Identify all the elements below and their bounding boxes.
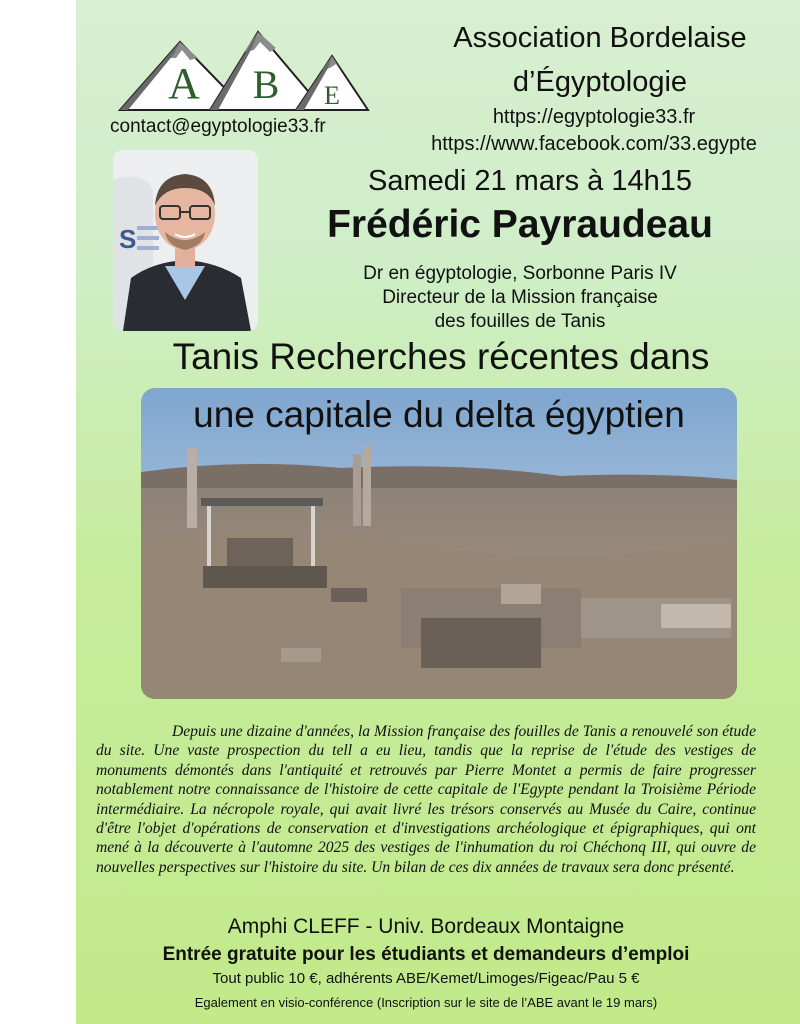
- links-block: [404, 104, 784, 158]
- credential-line: Dr en égyptologie, Sorbonne Paris IV: [363, 263, 677, 284]
- venue: Amphi CLEFF - Univ. Bordeaux Montaigne: [227, 915, 625, 938]
- obelisk: [363, 446, 371, 526]
- obelisk: [353, 454, 361, 526]
- lecture-description: Depuis une dizaine d'années, la Mission française des fouilles de Tanis a renouvelé son étude du site. Une vaste prospection du tell a eu lieu, tandis que la reprise de l'étude des vestiges de monuments démontés dans l'antiquité et retrouvés par Pierre Montet a permis de faire progresser notablement notre connaissance de l'histoire de cette capitale de l'Egypte pendant la Troisième Période intermédiaire. La nécropole royale, qui avait livré les trésors conservés au Musée du Caire, continue d'être l'objet d'opérations de conservation et d'investigations archéologique et épigraphiques, qui ont mené à la découverte à l'automne 2025 des vestiges de l'inhumation du roi Chéchonq III, qui ouvre de nouvelles perspectives sur l'histoire du site. Un bilan de ces dix années de travaux sera donc présenté.: [96, 723, 756, 876]
- event-date: Samedi 21 mars à 14h15: [367, 165, 693, 197]
- speaker-name: Frédéric Payraudeau: [327, 203, 713, 246]
- visio-note: Egalement en visio-conférence (Inscription sur le site de l’ABE avant le 19 mars): [194, 995, 658, 1010]
- speaker-portrait: [113, 150, 258, 331]
- logo-letter-e: E: [324, 81, 340, 110]
- website-link[interactable]: https://egyptologie33.fr: [492, 106, 696, 128]
- lecture-title-line2: une capitale du delta égyptien: [193, 394, 685, 435]
- association-line1: Association Bordelaise: [453, 22, 747, 54]
- contact-email[interactable]: contact@egyptologie33.fr: [110, 116, 326, 137]
- column-left: [187, 448, 197, 528]
- speaker-credentials: [300, 262, 740, 334]
- facebook-link[interactable]: https://www.facebook.com/33.egypte: [431, 133, 757, 155]
- lecture-title-line1: Tanis Recherches récentes dans: [172, 336, 710, 377]
- association-line2: d’Égyptologie: [512, 66, 688, 98]
- credential-line: Directeur de la Mission française: [382, 287, 658, 308]
- logo-letter-a: A: [168, 59, 200, 108]
- abe-logo: [118, 28, 370, 114]
- association-name: [420, 16, 780, 104]
- free-entry-note: Entrée gratuite pour les étudiants et demandeurs d’emploi: [162, 944, 690, 965]
- svg-text:S: S: [119, 224, 137, 254]
- credential-line: des fouilles de Tanis: [434, 311, 606, 332]
- pricing: Tout public 10 €, adhérents ABE/Kemet/Limoges/Figeac/Pau 5 €: [212, 970, 640, 987]
- sorbonne-logo-icon: [119, 224, 159, 254]
- logo-letter-b: B: [252, 62, 280, 107]
